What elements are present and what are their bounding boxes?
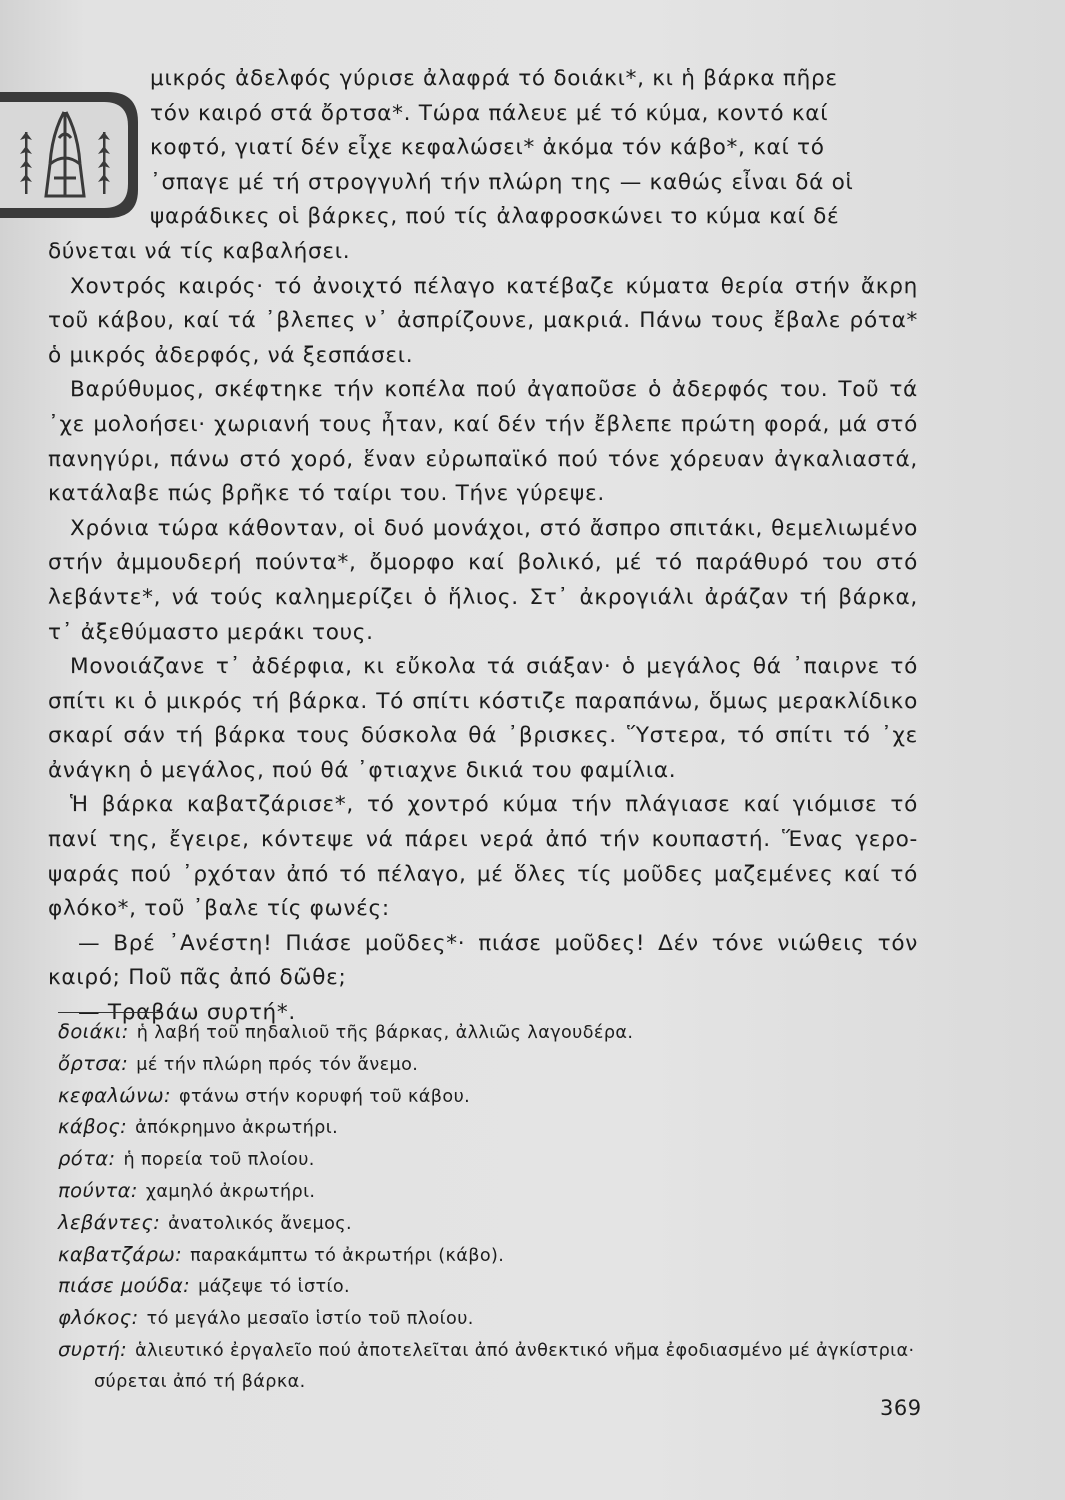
text-line: κοφτό, γιατί δέν εἶχε κεφαλώσει* ἀκόμα τόν κάβο*, καί τό	[150, 135, 825, 161]
footnote-definition: μάζεψε τό ἱστίο.	[198, 1277, 351, 1298]
footnote-term: ρότα:	[58, 1147, 116, 1171]
text-line: τόν καιρό στά ὄρτσα*. Τώρα πάλευε μέ τό κύμα, κοντό καί	[150, 100, 829, 126]
dialogue-line: — Τραβάω συρτή*.	[78, 1000, 296, 1026]
paragraph: Χρόνια τώρα κάθονταν, οἱ δυό μονάχοι, στό ἄσπρο σπιτάκι, θεμελιωμένο στήν ἀμμουδερή πούντα*, ὄμορφο καί βολικό, μέ τό παράθυρό του στό λεβάντε*, νά τούς καλημερίζει ὁ ἥλιος. Στ᾽ ἀκρογιάλι ἀράζαν τή βάρκα, τ᾽ ἀξεθύμαστο μεράκι τους.	[48, 515, 918, 645]
footnote-definition: μέ τήν πλώρη πρός τόν ἄνεμο.	[136, 1054, 419, 1075]
footnotes-glossary	[58, 1017, 928, 1398]
page-number: 369	[880, 1396, 922, 1420]
footnote-definition: ἡ λαβή τοῦ πηδαλιοῦ τῆς βάρκας, ἀλλιῶς λαγουδέρα.	[136, 1023, 634, 1043]
footnote-term: πούντα:	[58, 1178, 138, 1202]
footnote-term: πιάσε μούδα:	[58, 1274, 191, 1298]
paragraph: Βαρύθυμος, σκέφτηκε τήν κοπέλα πού ἀγαποῦσε ὁ ἀδερφός του. Τοῦ τά ᾽χε μολοήσει· χωριανή τους ἦταν, καί δέν τήν ἔβλεπε πρώτη φορά, μά στό πανηγύρι, πάνω στό χορό, ἕναν εὐρωπαϊκό πού τόνε χόρευαν ἀγκαλιαστά, κατάλαβε πώς βρῆκε τό ταίρι του. Τήνε γύρεψε.	[48, 377, 918, 507]
footnote-divider	[58, 1012, 160, 1013]
footnote-term: φλόκος:	[58, 1306, 139, 1330]
footnote	[58, 1049, 928, 1081]
footnote-term: κεφαλώνω:	[58, 1083, 172, 1107]
text-line: μικρός ἀδελφός γύρισε ἀλαφρά τό δοιάκι*, κι ἡ βάρκα πῆρε	[150, 66, 838, 91]
footnote-definition: ἀπόκρημνο ἀκρωτήρι.	[135, 1118, 339, 1139]
paragraph: Μονοιάζανε τ᾽ ἀδέρφια, κι εὔκολα τά σιάξαν· ὁ μεγάλος θά ᾽παιρνε τό σπίτι κι ὁ μικρός τή βάρκα. Τό σπίτι κόστιζε παραπάνω, ὅμως μερακλίδικο σκαρί σάν τή βάρκα τους δύσκολα θά ᾽βρισκες. Ὕστερα, τό σπίτι τό ᾽χε ἀνάγκη ὁ μεγάλος, πού θά ᾽φτιαχνε δικιά του φαμίλια.	[48, 654, 918, 783]
footnote	[58, 1303, 928, 1335]
main-text	[48, 62, 918, 1031]
text-line: ψαράδικες οἱ βάρκες, πού τίς ἀλαφροσκώνει το κύμα καί δέ	[150, 204, 840, 230]
footnote-definition: χαμηλό ἀκρωτήρι.	[145, 1181, 316, 1202]
dialogue-line: — Βρέ ᾽Ανέστη! Πιάσε μοῦδες*· πιάσε μοῦδες! Δέν τόνε νιώθεις τόν καιρό; Ποῦ πᾶς ἀπό δῶθε;	[48, 930, 918, 991]
footnote	[58, 1271, 928, 1303]
footnote	[58, 1208, 928, 1240]
footnote-definition: ἡ πορεία τοῦ πλοίου.	[123, 1150, 315, 1171]
footnote	[58, 1144, 928, 1176]
footnote-definition: τό μεγάλο μεσαῖο ἱστίο τοῦ πλοίου.	[146, 1309, 474, 1330]
footnote-term: λεβάντες:	[58, 1210, 161, 1234]
footnote	[58, 1240, 928, 1272]
footnote	[58, 1112, 928, 1144]
footnote-definition: φτάνω στήν κορυφή τοῦ κάβου.	[179, 1086, 471, 1107]
paragraph-end: δύνεται νά τίς καβαλήσει.	[48, 238, 351, 264]
footnote-term: δοιάκι:	[58, 1020, 129, 1043]
footnote-definition: ἁλιευτικό ἐργαλεῖο πού ἀποτελεῖται ἀπό ἀνθεκτικό νῆμα ἐφοδιασμένο μέ ἀγκίστρια· σύρεται ἀπό τή βάρκα.	[94, 1340, 915, 1392]
paragraph: Χοντρός καιρός· τό ἀνοιχτό πέλαγο κατέβαζε κύματα θερία στήν ἄκρη τοῦ κάβου, καί τά ᾽βλεπες ν᾽ ἀσπρίζουνε, μακριά. Πάνω τους ἔβαλε ρότα* ὁ μικρός ἀδερφός, νά ξεσπάσει.	[48, 273, 918, 368]
footnote-definition: ἀνατολικός ἄνεμος.	[168, 1213, 352, 1234]
footnote	[58, 1335, 928, 1398]
footnote	[58, 1081, 928, 1113]
footnote-term: κάβος:	[58, 1115, 128, 1139]
paragraph	[48, 62, 918, 235]
footnote	[58, 1017, 928, 1049]
paragraph: Ἡ βάρκα καβατζάρισε*, τό χοντρό κύμα τήν πλάγιασε καί γιόμισε τό πανί της, ἔγειρε, κόντεψε νά πάρει νερά ἀπό τήν κουπαστή. Ἕνας γερο-ψαράς πού ᾽ρχόταν ἀπό τό πέλαγο, μέ ὅλες τίς μοῦδες μαζεμένες καί τό φλόκο*, τοῦ ᾽βαλε τίς φωνές:	[48, 792, 918, 922]
footnote-term: ὄρτσα:	[58, 1051, 129, 1075]
footnote	[58, 1176, 928, 1208]
text-line: ᾽σπαγε μέ τή στρογγυλή τήν πλώρη της — καθώς εἶναι δά οἱ	[150, 169, 854, 195]
footnote-term: συρτή:	[58, 1337, 128, 1361]
footnote-term: καβατζάρω:	[58, 1242, 183, 1266]
footnote-definition: παρακάμπτω τό ἀκρωτήρι (κάβο).	[190, 1245, 505, 1266]
